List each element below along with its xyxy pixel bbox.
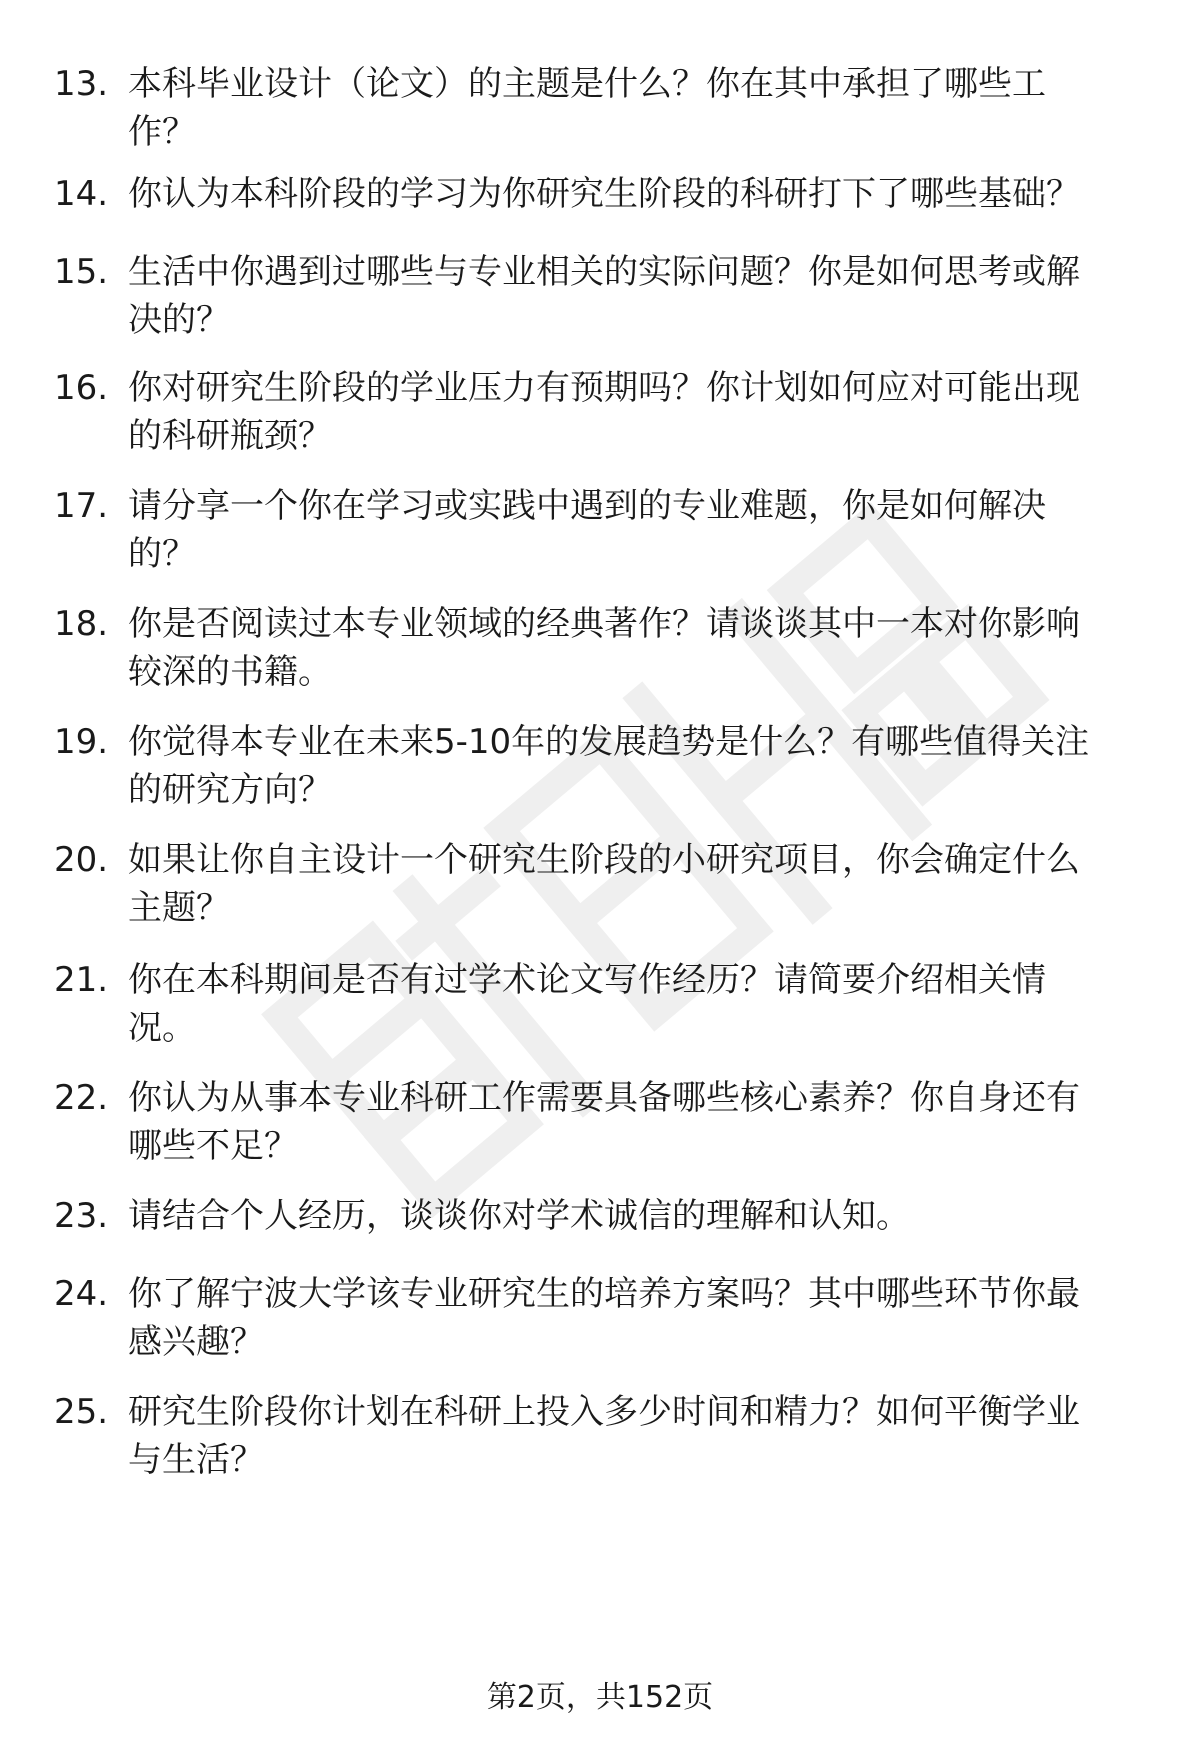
item-text bbox=[128, 836, 1198, 932]
item-line: 哪些不足？ bbox=[128, 1126, 298, 1166]
item-number: 14. bbox=[54, 174, 109, 214]
item-number: 19. bbox=[54, 722, 109, 762]
item-number: 20. bbox=[54, 840, 109, 880]
item-line: 你认为从事本专业科研工作需要具备哪些核心素养？你自身还有 bbox=[128, 1078, 1080, 1118]
item-line: 的科研瓶颈？ bbox=[128, 416, 332, 456]
item-text bbox=[128, 718, 1198, 814]
item-line: 请分享一个你在学习或实践中遇到的专业难题，你是如何解决 bbox=[128, 486, 1046, 526]
item-number: 15. bbox=[54, 252, 109, 292]
item-line: 的？ bbox=[128, 534, 196, 574]
page-number: 第2页，共152页 bbox=[486, 1680, 714, 1715]
item-number: 25. bbox=[54, 1392, 109, 1432]
item-text bbox=[128, 956, 1198, 1052]
item-line: 请结合个人经历，谈谈你对学术诚信的理解和认知。 bbox=[128, 1196, 910, 1236]
item-text bbox=[128, 248, 1198, 344]
item-line: 你在本科期间是否有过学术论文写作经历？请简要介绍相关情 bbox=[128, 960, 1046, 1000]
item-line: 你认为本科阶段的学习为你研究生阶段的科研打下了哪些基础？ bbox=[128, 174, 1080, 214]
item-text bbox=[128, 1192, 1198, 1240]
item-text bbox=[128, 482, 1198, 578]
item-text bbox=[128, 170, 1198, 218]
item-number: 17. bbox=[54, 486, 109, 526]
item-line: 决的？ bbox=[128, 300, 230, 340]
item-number: 18. bbox=[54, 604, 109, 644]
item-number: 24. bbox=[54, 1274, 109, 1314]
item-line: 感兴趣？ bbox=[128, 1322, 264, 1362]
item-line: 况。 bbox=[128, 1008, 196, 1048]
item-line: 主题？ bbox=[128, 888, 230, 928]
item-number: 23. bbox=[54, 1196, 109, 1236]
item-line: 研究生阶段你计划在科研上投入多少时间和精力？如何平衡学业 bbox=[128, 1392, 1080, 1432]
item-line: 你了解宁波大学该专业研究生的培养方案吗？其中哪些环节你最 bbox=[128, 1274, 1080, 1314]
item-text bbox=[128, 60, 1198, 156]
item-text bbox=[128, 600, 1198, 696]
item-line: 你觉得本专业在未来5-10年的发展趋势是什么？有哪些值得关注 bbox=[128, 722, 1090, 762]
item-line: 的研究方向？ bbox=[128, 770, 332, 810]
item-line: 本科毕业设计（论文）的主题是什么？你在其中承担了哪些工 bbox=[128, 64, 1046, 104]
item-text bbox=[128, 1074, 1198, 1170]
item-text bbox=[128, 1388, 1198, 1484]
item-line: 生活中你遇到过哪些与专业相关的实际问题？你是如何思考或解 bbox=[128, 252, 1080, 292]
item-number: 13. bbox=[54, 64, 109, 104]
item-number: 21. bbox=[54, 960, 109, 1000]
item-text bbox=[128, 364, 1198, 460]
item-line: 你对研究生阶段的学业压力有预期吗？你计划如何应对可能出现 bbox=[128, 368, 1080, 408]
item-number: 16. bbox=[54, 368, 109, 408]
item-line: 作？ bbox=[128, 112, 196, 152]
item-line: 较深的书籍。 bbox=[128, 652, 332, 692]
item-line: 你是否阅读过本专业领域的经典著作？请谈谈其中一本对你影响 bbox=[128, 604, 1080, 644]
item-line: 如果让你自主设计一个研究生阶段的小研究项目，你会确定什么 bbox=[128, 840, 1080, 880]
item-text bbox=[128, 1270, 1198, 1366]
item-number: 22. bbox=[54, 1078, 109, 1118]
item-line: 与生活？ bbox=[128, 1440, 264, 1480]
